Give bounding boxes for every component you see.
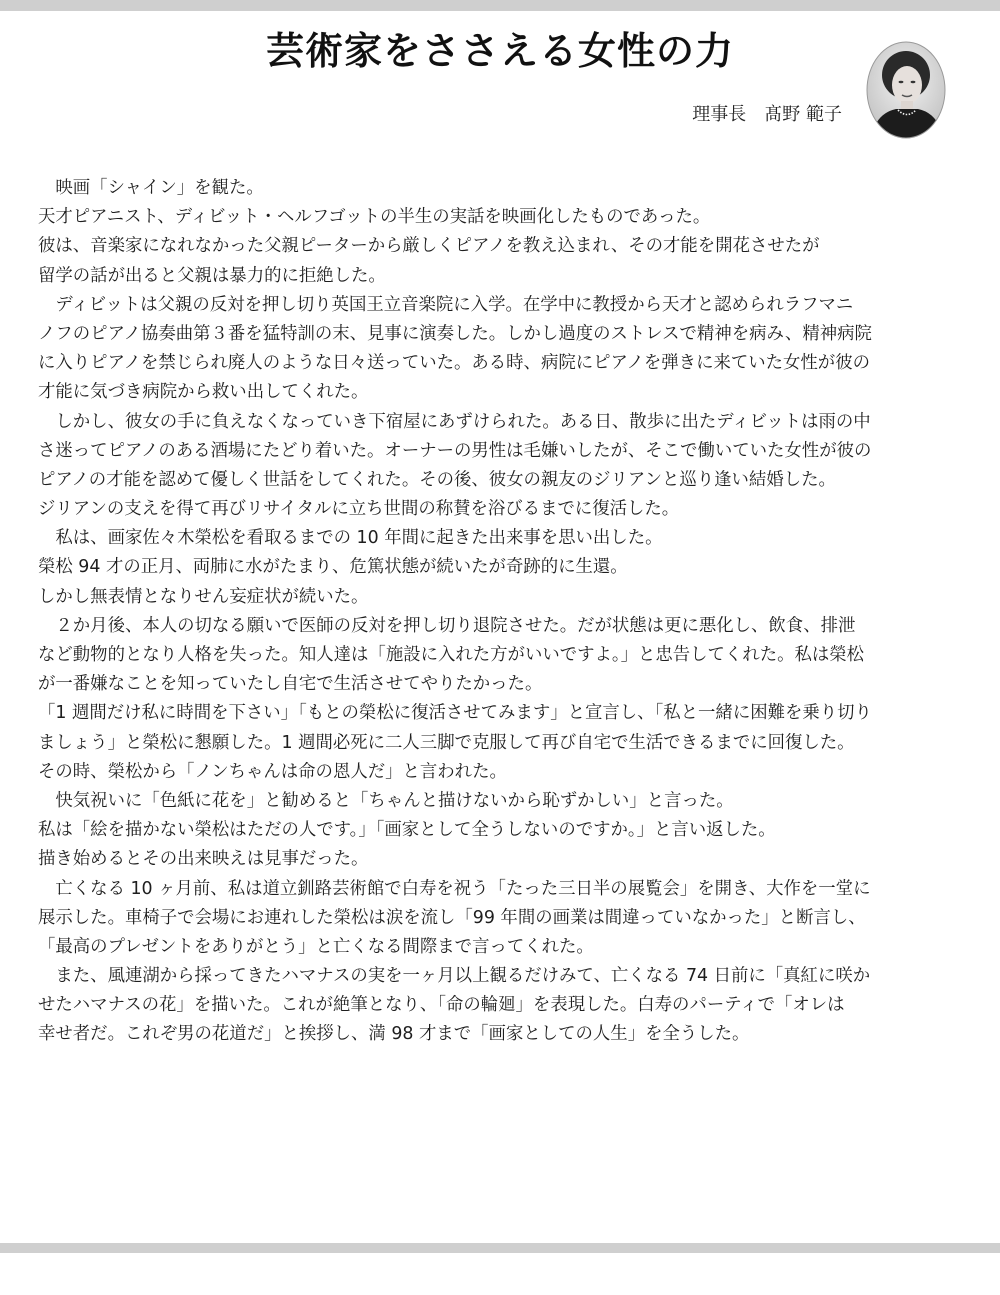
author-byline: 理事長 髙野 範子 xyxy=(692,104,842,125)
article-body xyxy=(38,174,993,1050)
body-line: 亡くなる 10 ヶ月前、私は道立釧路芸術館で白寿を祝う「たった三日半の展覧会」を開き、大作を一堂に xyxy=(38,878,871,899)
body-line: しかし、彼女の手に負えなくなっていき下宿屋にあずけられた。ある日、散歩に出たディビットは雨の中 xyxy=(38,411,871,432)
body-line: 天才ピアニスト、ディビット・ヘルフゴットの半生の実話を映画化したものであった。 xyxy=(38,207,711,228)
body-line: 「最高のプレゼントをありがとう」と亡くなる間際まで言ってくれた。 xyxy=(38,936,594,957)
body-line: 才能に気づき病院から救い出してくれた。 xyxy=(38,382,369,403)
body-line: 描き始めるとその出来映えは見事だった。 xyxy=(38,849,369,870)
body-line: 「1 週間だけ私に時間を下さい」「もとの榮松に復活させてみます」と宣言し、「私と一緒に困難を乗り切り xyxy=(38,703,872,724)
body-line: 榮松 94 才の正月、両肺に水がたまり、危篤状態が続いたが奇跡的に生還。 xyxy=(38,557,628,578)
body-line: が一番嫌なことを知っていたし自宅で生活させてやりたかった。 xyxy=(38,674,543,695)
article-title: 芸術家をささえる女性の力 xyxy=(265,28,734,73)
body-line: 私は「絵を描かない榮松はただの人です。」「画家として全うしないのですか。」と言い返した。 xyxy=(38,820,776,841)
body-line: ジリアンの支えを得て再びリサイタルに立ち世間の称賛を浴びるまでに復活した。 xyxy=(38,499,680,520)
top-divider-bar xyxy=(0,0,1000,11)
author-portrait xyxy=(866,41,946,139)
body-line: 快気祝いに「色紙に花を」と勧めると「ちゃんと描けないから恥ずかしい」と言った。 xyxy=(38,790,734,811)
body-line: など動物的となり人格を失った。知人達は「施設に入れた方がいいですよ。」と忠告してくれた。私は榮松 xyxy=(38,645,865,665)
body-line: 幸せ者だ。これぞ男の花道だ」と挨拶し、満 98 才まで「画家としての人生」を全うした。 xyxy=(38,1024,750,1045)
body-line: さ迷ってピアノのある酒場にたどり着いた。オーナーの男性は毛嫌いしたが、そこで働いていた女性が彼の xyxy=(38,440,872,461)
body-line: に入りピアノを禁じられ廃人のような日々送っていた。ある時、病院にピアノを弾きに来ていた女性が彼の xyxy=(38,353,870,374)
body-line: しかし無表情となりせん妄症状が続いた。 xyxy=(38,586,369,607)
body-line: ピアノの才能を認めて優しく世話をしてくれた。その後、彼女の親友のジリアンと巡り逢い結婚した。 xyxy=(38,469,836,490)
body-line: その時、榮松から「ノンちゃんは命の恩人だ」と言われた。 xyxy=(38,761,507,782)
body-line: 映画「シャイン」を観た。 xyxy=(38,178,264,198)
body-line: ましょう」と榮松に懇願した。1 週間必死に二人三脚で克服して再び自宅で生活できるまでに回復した。 xyxy=(38,732,855,753)
body-line: また、風連湖から採ってきたハマナスの実を一ヶ月以上観るだけみて、亡くなる 74 日前に「真紅に咲か xyxy=(38,966,871,987)
body-line: ノフのピアノ協奏曲第３番を猛特訓の末、見事に演奏した。しかし過度のストレスで精神を病み、精神病院 xyxy=(38,323,872,344)
bottom-divider-bar xyxy=(0,1243,1000,1253)
body-line: 留学の話が出ると父親は暴力的に拒絶した。 xyxy=(38,265,386,286)
body-line: ディビットは父親の反対を押し切り英国王立音楽院に入学。在学中に教授から天才と認められラフマニ xyxy=(38,294,854,315)
body-line: せたハマナスの花」を描いた。これが絶筆となり、「命の輪廻」を表現した。白寿のパーティで「オレは xyxy=(38,995,845,1016)
body-line: ２か月後、本人の切なる願いで医師の反対を押し切り退院させた。だが状態は更に悪化し、飲食、排泄 xyxy=(38,615,856,636)
body-line: 彼は、音楽家になれなかった父親ピーターから厳しくピアノを教え込まれ、その才能を開花させたが xyxy=(38,236,820,257)
body-line: 私は、画家佐々木榮松を看取るまでの 10 年間に起きた出来事を思い出した。 xyxy=(38,528,663,549)
body-line: 展示した。車椅子で会場にお連れした榮松は涙を流し「99 年間の画業は間違っていなかった」と断言し、 xyxy=(38,907,866,928)
